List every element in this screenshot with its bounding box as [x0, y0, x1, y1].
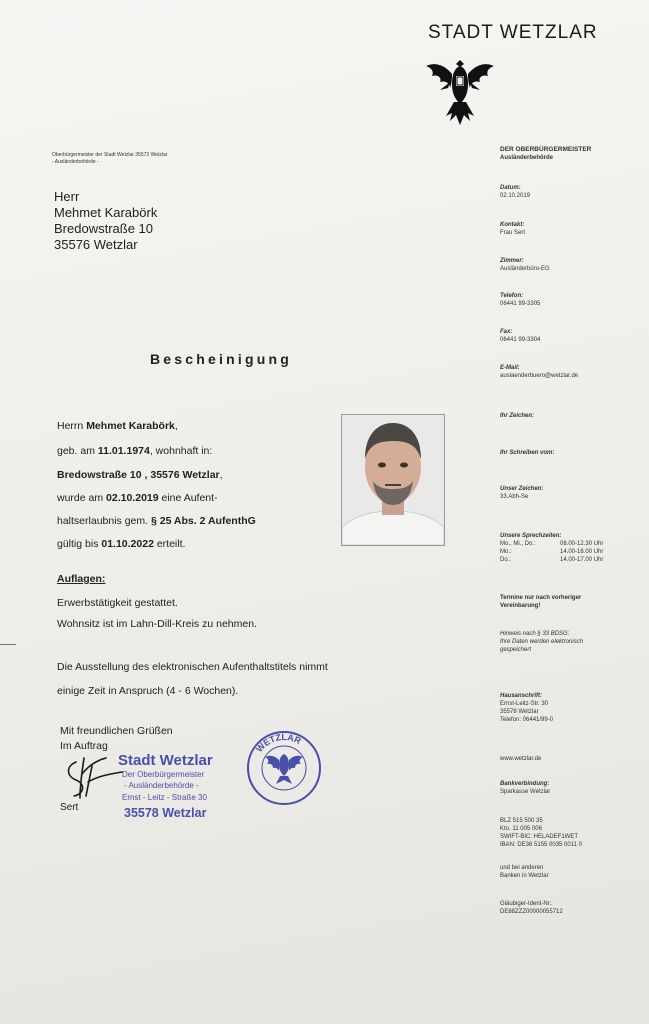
stamp-line: - Ausländerbehörde -: [124, 781, 199, 790]
seal-text: WETZLAR: [254, 731, 303, 755]
stamp-line: 35578 Wetzlar: [124, 806, 207, 820]
street-address-line: Ernst-Leitz-Str. 30: [500, 701, 549, 707]
your-reference: [500, 412, 648, 420]
street-address: [500, 692, 648, 724]
dept-subtitle: Ausländerbehörde: [500, 155, 554, 161]
website-value: www.wetzlar.de: [500, 756, 542, 762]
return-address-line: Oberbürgermeister der Stadt Wetzlar 35573 Wetzlar: [52, 152, 168, 158]
our-reference: [500, 485, 648, 501]
recipient-city: 35576 Wetzlar: [54, 237, 138, 252]
your-reference-label: Ihr Zeichen:: [500, 413, 535, 419]
processing-note: Die Ausstellung des elektronischen Aufenthaltstitels nimmt: [57, 661, 328, 673]
phone-block: [500, 292, 648, 308]
room-label: Zimmer:: [500, 258, 524, 264]
fax-block: [500, 328, 648, 344]
privacy-note-line: Hinweis nach § 33 BDSG:: [500, 631, 570, 637]
processing-note: einige Zeit in Anspruch (4 - 6 Wochen).: [57, 685, 239, 697]
bank-account: [500, 817, 648, 849]
street-address-line: Telefon: 06441/99-0: [500, 717, 554, 723]
creditor-id: [500, 900, 648, 916]
closing-on-behalf: Im Auftrag: [60, 740, 108, 752]
city-title: STADT WETZLAR: [428, 22, 598, 43]
official-seal: [244, 728, 324, 808]
our-reference-label: Unser Zeichen:: [500, 486, 544, 492]
room-block: [500, 257, 648, 273]
room-value: Ausländerbüro-EG: [500, 266, 550, 272]
creditor-id-value: DE88ZZZ00000055712: [500, 909, 563, 915]
fold-mark: [0, 644, 16, 645]
phone-value: 06441 99-3305: [500, 301, 541, 307]
fax-label: Fax:: [500, 329, 513, 335]
date-label: Datum:: [500, 185, 521, 191]
body-line: wurde am 02.10.2019 eine Aufent-: [57, 492, 218, 504]
office-hours-row: Mo.: 14.00-16.00 Uhr: [500, 549, 604, 555]
bank-details: [500, 780, 648, 796]
bank-name: Sparkasse Wetzlar: [500, 789, 551, 795]
email-label: E-Mail:: [500, 365, 520, 371]
signer-name: Sert: [60, 802, 79, 813]
body-line: Herrn Mehmet Karabörk,: [57, 420, 178, 432]
privacy-note: [500, 630, 648, 654]
svg-text:WETZLAR: [254, 732, 303, 754]
seal-eagle-icon: [265, 754, 303, 784]
recipient-name: Mehmet Karabörk: [54, 205, 158, 220]
our-reference-value: 33.Abh-Se: [500, 494, 529, 500]
your-letter-label: Ihr Schreiben vom:: [500, 450, 555, 456]
contact-label: Kontakt:: [500, 222, 525, 228]
closing-greeting: Mit freundlichen Grüßen: [60, 725, 173, 737]
contact-block: [500, 221, 648, 237]
stamp-line: Der Oberbürgermeister: [122, 770, 205, 779]
date-block: [500, 184, 648, 200]
your-letter: [500, 449, 648, 457]
contact-value: Frau Sert: [500, 230, 526, 236]
return-address-line: - Ausländerbehörde -: [52, 159, 99, 165]
email-value: auslaenderbuero@wetzlar.de: [500, 373, 579, 379]
other-banks-line: Banken in Wetzlar: [500, 873, 549, 879]
other-banks-line: und bei anderen: [500, 865, 544, 871]
body-line: Bredowstraße 10 , 35576 Wetzlar,: [57, 469, 223, 481]
issue-date: 02.10.2019: [106, 492, 159, 504]
sender-department: [500, 146, 648, 162]
privacy-note-line: gespeichert: [500, 647, 532, 653]
appointment-note-line: Termine nur nach vorheriger: [500, 595, 582, 601]
appointment-note: [500, 594, 648, 610]
bank-label: Bankverbindung:: [500, 781, 550, 787]
birth-date: 11.01.1974: [97, 445, 150, 457]
stamp-line: Stadt Wetzlar: [118, 752, 213, 769]
stamp-line: Ernst - Leitz - Straße 30: [122, 793, 207, 802]
legal-basis: § 25 Abs. 2 AufenthG: [150, 515, 256, 527]
body-line: gültig bis 01.10.2022 erteilt.: [57, 538, 186, 550]
office-hours: [500, 532, 648, 564]
recipient-address: [54, 189, 157, 253]
body-line: haltserlaubnis gem. § 25 Abs. 2 AufenthG: [57, 515, 256, 527]
date-value: 02.10.2019: [500, 193, 531, 199]
appointment-note-line: Vereinbarung!: [500, 603, 541, 609]
condition-item: Erwerbstätigkeit gestattet.: [57, 597, 178, 609]
street-address-label: Hausanschrift:: [500, 693, 543, 699]
recipient-salutation: Herr: [54, 189, 80, 204]
return-address: [52, 152, 312, 166]
conditions-title: Auflagen:: [57, 573, 106, 585]
website: [500, 755, 648, 763]
bank-line: SWIFT-BIC: HELADEF1WET: [500, 834, 579, 840]
email-block: [500, 364, 648, 380]
fax-value: 06441 99-3304: [500, 337, 541, 343]
eagle-emblem-icon: [424, 52, 496, 132]
dept-title: DER OBERBÜRGERMEISTER: [500, 146, 592, 153]
street-address-line: 35578 Wetzlar: [500, 709, 539, 715]
holder-address: Bredowstraße 10 , 35576 Wetzlar: [57, 469, 220, 481]
office-hours-row: Do.: 14.00-17.00 Uhr: [500, 557, 604, 563]
passport-photo: [341, 414, 445, 546]
condition-item: Wohnsitz ist im Lahn-Dill-Kreis zu nehmen.: [57, 618, 257, 630]
office-hours-row: Mo., Mi., Do.: 08.00-12.30 Uhr: [500, 541, 604, 547]
recipient-street: Bredowstraße 10: [54, 221, 153, 236]
holder-name: Mehmet Karabörk: [86, 420, 175, 432]
bank-line: BLZ 515 500 35: [500, 818, 543, 824]
office-hours-label: Unsere Sprechzeiten:: [500, 533, 562, 539]
document-heading: Bescheinigung: [150, 351, 292, 367]
body-line: geb. am 11.01.1974, wohnhaft in:: [57, 445, 213, 457]
privacy-note-line: Ihre Daten werden elektronisch: [500, 639, 584, 645]
bank-line: Kto. 11 005 006: [500, 826, 542, 832]
other-banks: [500, 864, 648, 880]
creditor-id-label: Gläubiger-Ident-Nr.:: [500, 901, 553, 907]
phone-label: Telefon:: [500, 293, 524, 299]
bank-line: IBAN: DE36 5155 0035 0011 0: [500, 842, 582, 848]
valid-until: 01.10.2022: [101, 538, 154, 550]
